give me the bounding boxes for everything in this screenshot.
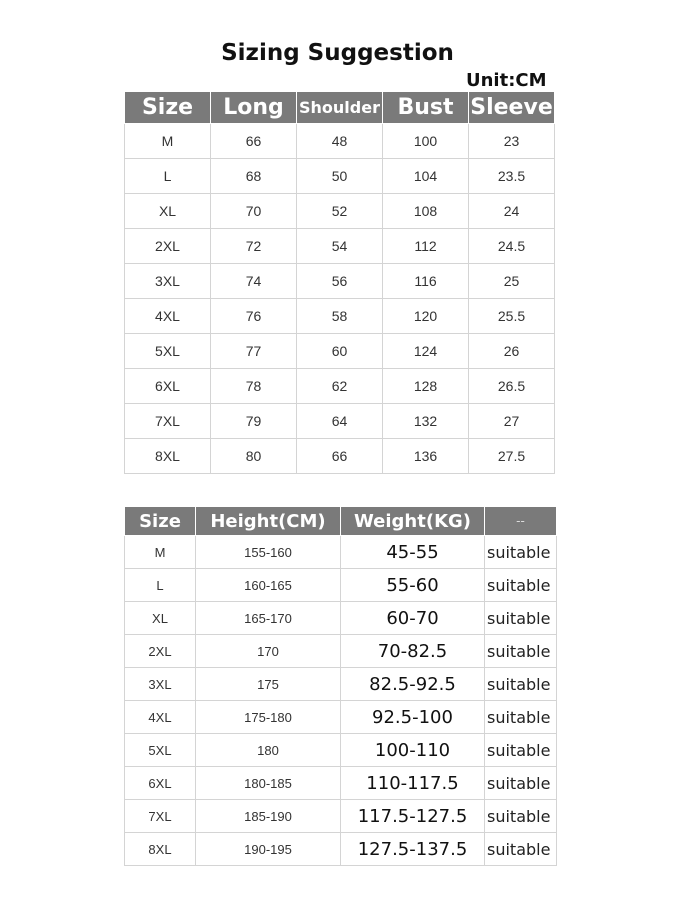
cell-size: 2XL (125, 229, 211, 264)
cell-long: 80 (211, 439, 297, 474)
unit-label: Unit:CM (466, 70, 547, 91)
cell-weight: 110-117.5 (341, 767, 485, 800)
cell-weight: 55-60 (341, 569, 485, 602)
cell-height: 155-160 (196, 536, 341, 569)
cell-size: M (125, 124, 211, 159)
cell-size: 3XL (125, 668, 196, 701)
table-row (125, 668, 557, 701)
cell-size: 6XL (125, 767, 196, 800)
table-row (125, 124, 555, 159)
cell-long: 77 (211, 334, 297, 369)
measurement-table (124, 91, 555, 474)
cell-suitable: suitable (485, 734, 557, 767)
cell-suitable: suitable (485, 569, 557, 602)
cell-weight: 45-55 (341, 536, 485, 569)
cell-long: 74 (211, 264, 297, 299)
cell-size: M (125, 536, 196, 569)
header-weight: Weight(KG) (341, 507, 485, 536)
cell-height: 165-170 (196, 602, 341, 635)
cell-weight: 100-110 (341, 734, 485, 767)
measurement-header-row (125, 92, 555, 124)
cell-sleeve: 24.5 (469, 229, 555, 264)
cell-size: 7XL (125, 404, 211, 439)
header-bust: Bust (383, 92, 469, 124)
table-row (125, 536, 557, 569)
cell-bust: 100 (383, 124, 469, 159)
cell-long: 79 (211, 404, 297, 439)
cell-shoulder: 66 (297, 439, 383, 474)
cell-suitable: suitable (485, 536, 557, 569)
cell-bust: 112 (383, 229, 469, 264)
cell-suitable: suitable (485, 635, 557, 668)
table-row (125, 404, 555, 439)
cell-sleeve: 26.5 (469, 369, 555, 404)
cell-long: 68 (211, 159, 297, 194)
cell-height: 175 (196, 668, 341, 701)
cell-sleeve: 25.5 (469, 299, 555, 334)
table-row (125, 734, 557, 767)
cell-height: 190-195 (196, 833, 341, 866)
cell-height: 185-190 (196, 800, 341, 833)
table-row (125, 299, 555, 334)
cell-size: 8XL (125, 833, 196, 866)
cell-shoulder: 64 (297, 404, 383, 439)
cell-size: L (125, 569, 196, 602)
cell-shoulder: 58 (297, 299, 383, 334)
table-row (125, 194, 555, 229)
cell-weight: 82.5-92.5 (341, 668, 485, 701)
cell-sleeve: 25 (469, 264, 555, 299)
table-row (125, 569, 557, 602)
table-row (125, 229, 555, 264)
header-sleeve: Sleeve (469, 92, 555, 124)
cell-weight: 92.5-100 (341, 701, 485, 734)
cell-weight: 117.5-127.5 (341, 800, 485, 833)
cell-shoulder: 48 (297, 124, 383, 159)
cell-bust: 120 (383, 299, 469, 334)
cell-weight: 70-82.5 (341, 635, 485, 668)
table-row (125, 602, 557, 635)
cell-long: 70 (211, 194, 297, 229)
cell-long: 72 (211, 229, 297, 264)
header-size: Size (125, 92, 211, 124)
table-row (125, 439, 555, 474)
header-size: Size (125, 507, 196, 536)
cell-suitable: suitable (485, 767, 557, 800)
cell-sleeve: 23 (469, 124, 555, 159)
cell-sleeve: 24 (469, 194, 555, 229)
cell-shoulder: 52 (297, 194, 383, 229)
fit-table (124, 506, 557, 866)
cell-size: 6XL (125, 369, 211, 404)
cell-size: 2XL (125, 635, 196, 668)
cell-height: 180-185 (196, 767, 341, 800)
table-row (125, 369, 555, 404)
cell-size: L (125, 159, 211, 194)
cell-shoulder: 60 (297, 334, 383, 369)
cell-size: 4XL (125, 701, 196, 734)
cell-weight: 60-70 (341, 602, 485, 635)
table-row (125, 334, 555, 369)
cell-height: 170 (196, 635, 341, 668)
cell-suitable: suitable (485, 833, 557, 866)
cell-long: 66 (211, 124, 297, 159)
cell-sleeve: 27 (469, 404, 555, 439)
cell-shoulder: 56 (297, 264, 383, 299)
header-shoulder: Shoulder (297, 92, 383, 124)
cell-bust: 108 (383, 194, 469, 229)
cell-sleeve: 27.5 (469, 439, 555, 474)
table-row (125, 800, 557, 833)
cell-weight: 127.5-137.5 (341, 833, 485, 866)
cell-suitable: suitable (485, 602, 557, 635)
fit-header-row (125, 507, 557, 536)
cell-size: XL (125, 194, 211, 229)
table-row (125, 159, 555, 194)
header-extra: -- (485, 507, 557, 536)
page-title: Sizing Suggestion (221, 40, 454, 66)
cell-size: 5XL (125, 734, 196, 767)
cell-sleeve: 26 (469, 334, 555, 369)
cell-height: 160-165 (196, 569, 341, 602)
cell-bust: 136 (383, 439, 469, 474)
cell-shoulder: 54 (297, 229, 383, 264)
cell-suitable: suitable (485, 668, 557, 701)
cell-size: 8XL (125, 439, 211, 474)
cell-suitable: suitable (485, 800, 557, 833)
cell-size: 3XL (125, 264, 211, 299)
table-row (125, 264, 555, 299)
cell-bust: 132 (383, 404, 469, 439)
cell-size: 4XL (125, 299, 211, 334)
cell-shoulder: 62 (297, 369, 383, 404)
cell-height: 175-180 (196, 701, 341, 734)
cell-height: 180 (196, 734, 341, 767)
table-row (125, 635, 557, 668)
cell-sleeve: 23.5 (469, 159, 555, 194)
table-row (125, 701, 557, 734)
cell-size: 5XL (125, 334, 211, 369)
cell-size: XL (125, 602, 196, 635)
cell-bust: 116 (383, 264, 469, 299)
cell-bust: 104 (383, 159, 469, 194)
cell-shoulder: 50 (297, 159, 383, 194)
header-height: Height(CM) (196, 507, 341, 536)
table-row (125, 833, 557, 866)
cell-size: 7XL (125, 800, 196, 833)
cell-bust: 128 (383, 369, 469, 404)
cell-long: 78 (211, 369, 297, 404)
cell-bust: 124 (383, 334, 469, 369)
table-row (125, 767, 557, 800)
header-long: Long (211, 92, 297, 124)
cell-suitable: suitable (485, 701, 557, 734)
cell-long: 76 (211, 299, 297, 334)
